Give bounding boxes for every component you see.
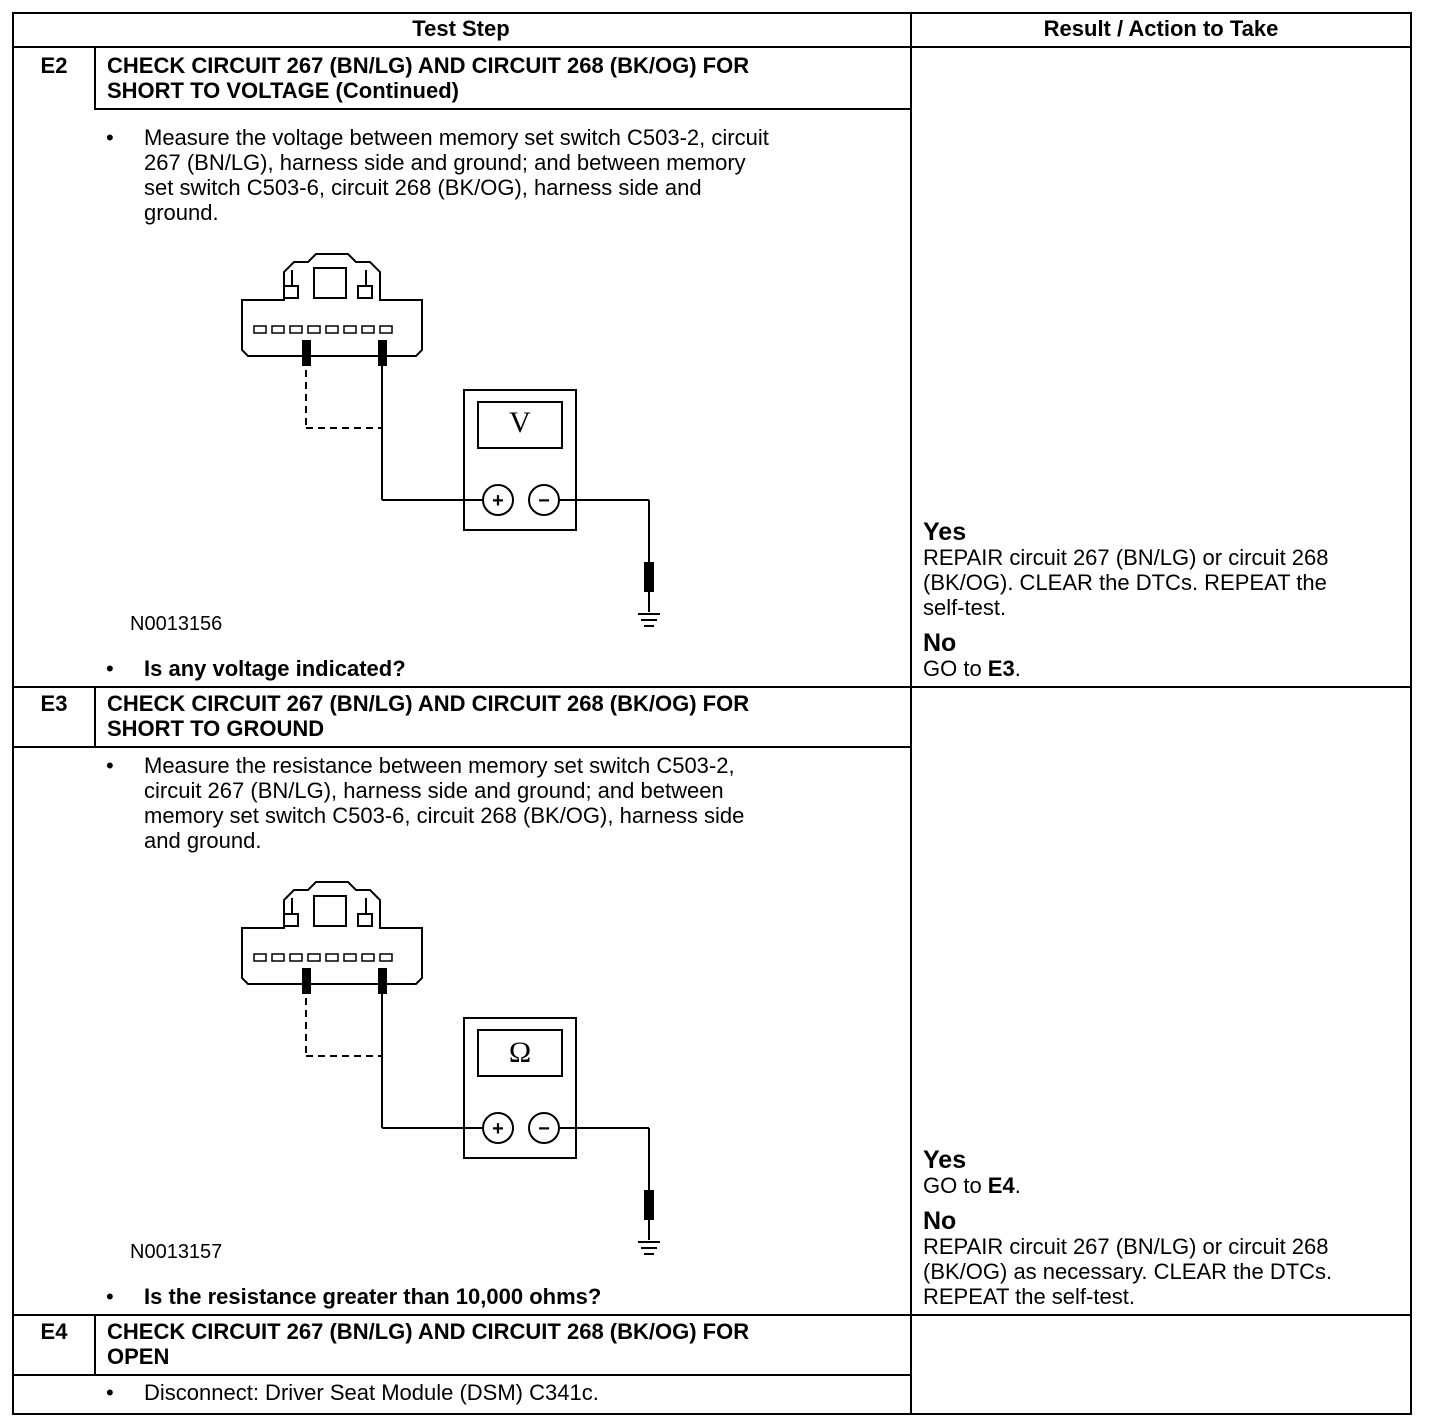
resistance-test-diagram	[232, 870, 672, 1230]
e2-id-divider	[94, 46, 96, 110]
step-title-e3: CHECK CIRCUIT 267 (BN/LG) AND CIRCUIT 268 (BK/OG) FOR SHORT TO GROUND	[107, 691, 750, 741]
answer-no-text-e3: REPAIR circuit 267 (BN/LG) or circuit 268 (BK/OG) as necessary. CLEAR the DTCs. REPEAT the self-test.	[923, 1234, 1333, 1309]
bullet-e3-1: •	[106, 753, 114, 778]
header-result-action: Result / Action to Take	[1043, 16, 1279, 41]
connector-pins	[254, 326, 392, 333]
goto-e3-ref: E3	[987, 656, 1015, 681]
answer-no-label-e2: No	[923, 629, 957, 657]
connector-latch	[314, 268, 346, 298]
probe-pin2	[302, 968, 311, 994]
svg-text:+: +	[492, 490, 504, 512]
answer-yes-text-e3: GO to E4.	[923, 1173, 1021, 1198]
e3-title-rule	[12, 746, 911, 748]
instruction-e4: Disconnect: Driver Seat Module (DSM) C341c.	[144, 1380, 599, 1405]
ground-probe	[644, 1190, 654, 1220]
figure-id-e2: N0013156	[130, 613, 223, 635]
meter-symbol-ohm: Ω	[508, 1036, 532, 1069]
bullet-e4-1: •	[106, 1380, 114, 1405]
table-border-bottom	[12, 1413, 1412, 1415]
question-e3: Is the resistance greater than 10,000 ohms?	[144, 1284, 602, 1309]
instruction-e3: Measure the resistance between memory set switch C503-2, circuit 267 (BN/LG), harness side and ground; and between memory set switch C503-6, circuit 268 (BK/OG), harness side and ground.	[144, 753, 745, 853]
e2-title-rule	[94, 108, 911, 110]
step-id-e4: E4	[40, 1319, 68, 1344]
step-id-e3: E3	[40, 691, 68, 716]
header-divider	[12, 46, 1412, 48]
step-title-e2: CHECK CIRCUIT 267 (BN/LG) AND CIRCUIT 268 (BK/OG) FOR SHORT TO VOLTAGE (Continued)	[107, 53, 750, 103]
e3-id-divider	[94, 686, 96, 748]
question-e2: Is any voltage indicated?	[144, 656, 406, 681]
table-border-right	[1410, 12, 1412, 1415]
svg-text:−: −	[538, 490, 550, 512]
connector-pins	[254, 954, 392, 961]
step-id-e2: E2	[40, 53, 68, 78]
header-test-step: Test Step	[412, 16, 510, 41]
diagnostic-table	[12, 12, 1414, 1415]
column-divider	[910, 12, 912, 1415]
e3-bottom-rule	[12, 1314, 1412, 1316]
probe-pin2	[302, 340, 311, 366]
answer-yes-label-e3: Yes	[923, 1146, 967, 1174]
bullet-e3-2: •	[106, 1284, 114, 1309]
connector-outline	[242, 882, 422, 984]
goto-e4-ref: E4	[987, 1173, 1015, 1198]
answer-yes-text-e2: REPAIR circuit 267 (BN/LG) or circuit 268 (BK/OG). CLEAR the DTCs. REPEAT the self-test.	[923, 545, 1329, 620]
figure-id-e3: N0013157	[130, 1241, 223, 1263]
voltage-test-diagram	[232, 242, 672, 602]
svg-text:−: −	[538, 1118, 550, 1140]
connector-latch	[314, 896, 346, 926]
probe-pin6	[378, 340, 387, 366]
step-title-e4: CHECK CIRCUIT 267 (BN/LG) AND CIRCUIT 268 (BK/OG) FOR OPEN	[107, 1319, 750, 1369]
meter-symbol-v: V	[509, 406, 531, 439]
e4-title-rule	[12, 1374, 911, 1376]
svg-text:+: +	[492, 1118, 504, 1140]
ground-probe	[644, 562, 654, 592]
probe-pin6	[378, 968, 387, 994]
bullet-e2-2: •	[106, 656, 114, 681]
connector-outline	[242, 254, 422, 356]
answer-no-text-e2: GO to E3.	[923, 656, 1021, 681]
instruction-e2: Measure the voltage between memory set switch C503-2, circuit 267 (BN/LG), harness side and ground; and between memory set switch C503-6, circuit 268 (BK/OG), harness side and ground.	[144, 125, 769, 225]
answer-yes-label-e2: Yes	[923, 518, 967, 546]
e4-id-divider	[94, 1314, 96, 1376]
e2-bottom-rule	[12, 686, 1412, 688]
answer-no-label-e3: No	[923, 1207, 957, 1235]
bullet-e2-1: •	[106, 125, 114, 150]
